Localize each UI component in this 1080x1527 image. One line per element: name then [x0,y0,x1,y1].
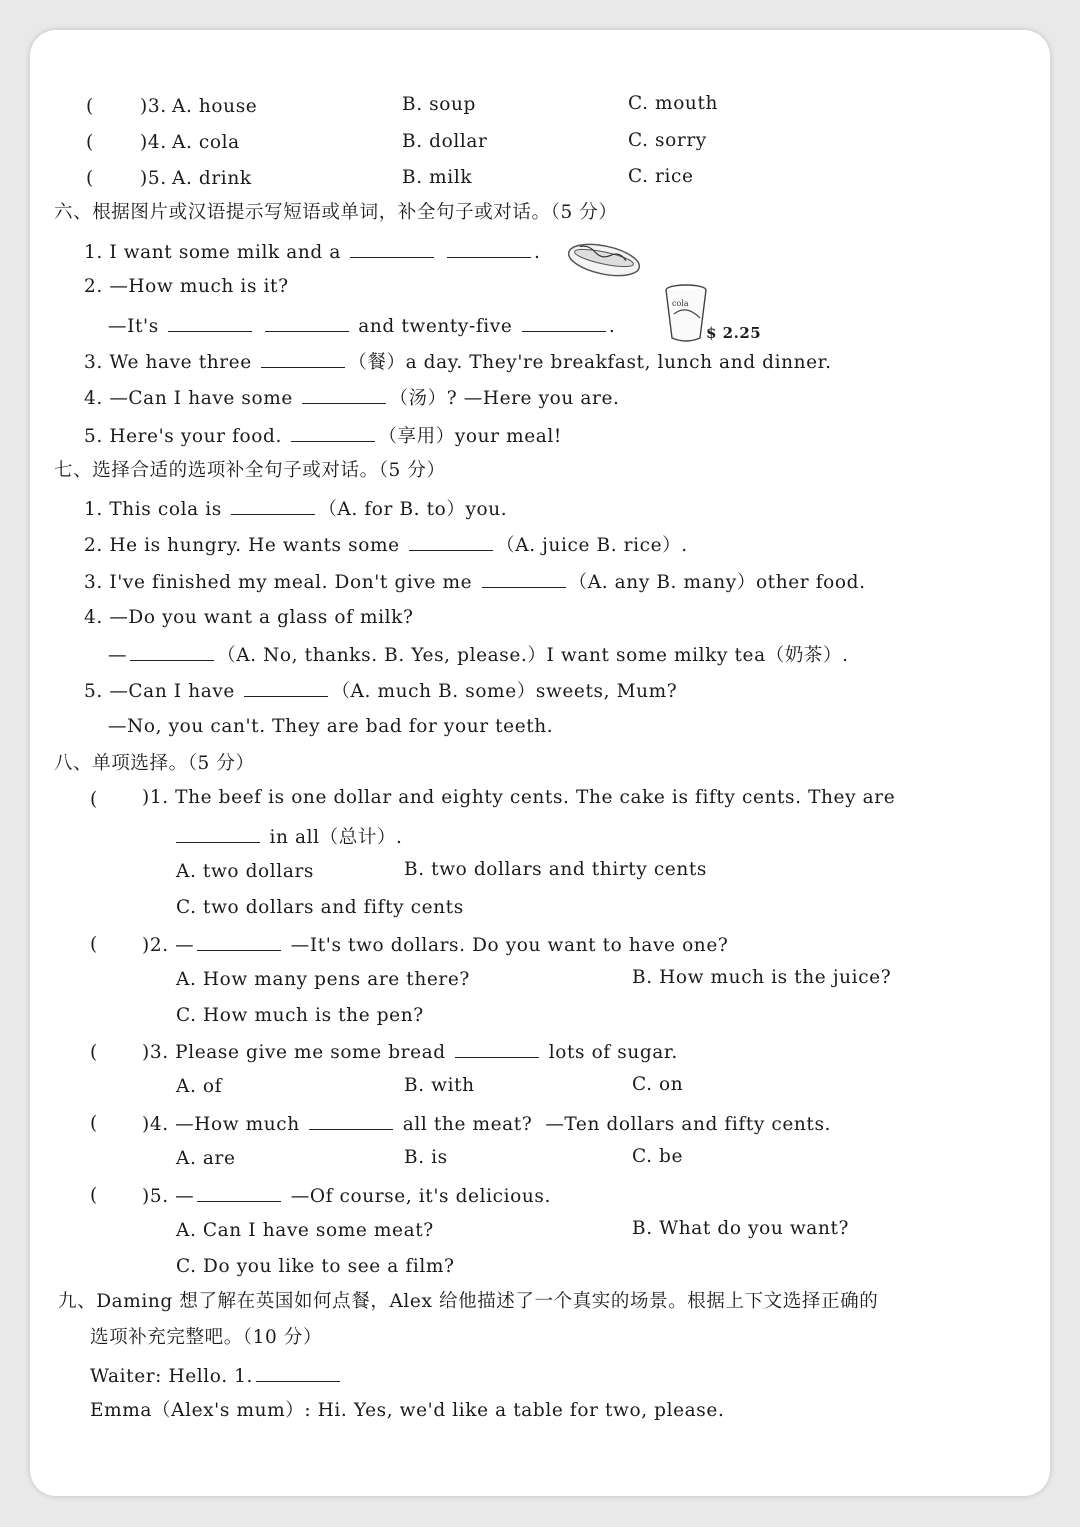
s8-q2-opt-b: B. How much is the juice? [632,967,892,988]
s7-q4a: 4. —Do you want a glass of milk? [84,607,414,628]
s8-q3: )3. Please give me some bread lots of sugar. [142,1042,678,1063]
section7-title: 七、选择合适的选项补全句子或对话。（5 分） [54,460,446,481]
s5-row4-opt-a: A. cola [172,132,240,153]
s5-row3-opt-b: B. soup [402,94,476,115]
s8-q2-paren: ( [90,934,98,955]
s8-q4-opt-a: A. are [176,1148,236,1169]
s8-q5-paren: ( [90,1185,98,1206]
section6-title: 六、根据图片或汉语提示写短语或单词，补全句子或对话。（5 分） [54,202,618,223]
s7-q2: 2. He is hungry. He wants some （A. juice B. rice）. [84,535,688,556]
s5-row4-opt-b: B. dollar [402,131,488,152]
s6-q4-blank[interactable] [302,386,386,404]
s5-row5-num: )5. [140,168,167,189]
cola-cup-icon [662,284,712,344]
s6-q2a: 2. —How much is it? [84,276,289,297]
s8-q5-opt-c: C. Do you like to see a film? [176,1256,455,1277]
s8-q3-opt-a: A. of [176,1076,223,1097]
s5-row5-opt-c: C. rice [628,166,694,187]
s5-row5-opt-b: B. milk [402,167,473,188]
s9-blank-1[interactable] [256,1364,340,1382]
s8-q3-paren: ( [90,1042,98,1063]
s6-q5: 5. Here's your food. （享用）your meal! [84,426,562,447]
cola-cup-label: cola [672,299,689,308]
worksheet-page [30,30,1050,1496]
s5-row3-opt-a: A. house [172,96,258,117]
s8-q5-opt-b: B. What do you want? [632,1218,850,1239]
s5-row4-num: )4. [140,132,167,153]
s6-q1-blank-2[interactable] [447,240,531,258]
s5-row3-num: )3. [140,96,167,117]
s8-q5-opt-a: A. Can I have some meat? [176,1220,434,1241]
cola-price: $ 2.25 [706,324,762,342]
s8-q1b: in all（总计）. [176,825,403,849]
s6-q3-blank[interactable] [261,350,345,368]
s5-row4-opt-c: C. sorry [628,130,707,151]
s6-q1: 1. I want some milk and a . [84,242,541,263]
s8-q2-opt-a: A. How many pens are there? [176,969,470,990]
s8-q1-opt-a: A. two dollars [176,861,314,882]
s6-q2b: —It's and twenty-five . [108,316,616,337]
s9-line2: Emma（Alex's mum）: Hi. Yes, we'd like a table for two, please. [90,1400,725,1421]
s5-row5-opt-a: A. drink [172,168,252,189]
s7-q2-blank[interactable] [409,533,493,551]
s8-q1a: )1. The beef is one dollar and eighty cents. The cake is fifty cents. They are [142,787,896,808]
s8-q4-paren: ( [90,1113,98,1134]
s8-q2-blank[interactable] [197,933,281,951]
section9-title-line1: 九、Daming 想了解在英国如何点餐，Alex 给他描述了一个真实的场景。根据上下文选择正确的 [58,1291,879,1312]
s8-q3-opt-c: C. on [632,1074,684,1095]
s6-q4: 4. —Can I have some （汤）? —Here you are. [84,388,620,409]
s7-q4b: — （A. No, thanks. B. Yes, please.）I want some milky tea（奶茶）. [108,645,849,666]
s8-q4: )4. —How much all the meat? —Ten dollars and fifty cents. [142,1114,832,1135]
s8-q1-blank[interactable] [176,825,260,843]
s8-q3-opt-b: B. with [404,1075,475,1096]
s7-q3: 3. I've finished my meal. Don't give me （A. any B. many）other food. [84,572,866,593]
s7-q3-blank[interactable] [482,570,566,588]
s8-q1-opt-c: C. two dollars and fifty cents [176,897,464,918]
s8-q4-opt-b: B. is [404,1147,448,1168]
s7-q1: 1. This cola is （A. for B. to）you. [84,499,508,520]
s6-q2-blank-1[interactable] [168,314,252,332]
hotdog-icon [566,236,646,282]
s7-q4-blank[interactable] [130,643,214,661]
section8-title: 八、单项选择。（5 分） [54,753,255,774]
s8-q5: )5. — —Of course, it's delicious. [142,1186,551,1207]
s5-row-3: ( [86,96,94,117]
s6-q1-blank-1[interactable] [350,240,434,258]
s6-q5-blank[interactable] [291,424,375,442]
s7-q5b: —No, you can't. They are bad for your teeth. [108,716,554,737]
s6-q2-blank-2[interactable] [265,314,349,332]
s5-row4-paren: ( [86,132,94,153]
s8-q1-paren: ( [90,789,98,810]
s8-q4-blank[interactable] [309,1112,393,1130]
section9-title-line2: 选项补充完整吧。（10 分） [90,1327,323,1348]
s7-q5-blank[interactable] [244,679,328,697]
s9-line1: Waiter: Hello. 1. [90,1364,343,1388]
s8-q2-opt-c: C. How much is the pen? [176,1005,424,1026]
s8-q2: )2. — —It's two dollars. Do you want to have one? [142,935,729,956]
s8-q5-blank[interactable] [197,1184,281,1202]
s5-row3-opt-c: C. mouth [628,93,719,114]
s8-q4-opt-c: C. be [632,1146,684,1167]
s7-q5: 5. —Can I have （A. much B. some）sweets, Mum? [84,681,678,702]
s8-q1-opt-b: B. two dollars and thirty cents [404,859,708,880]
s6-q2-blank-3[interactable] [522,314,606,332]
s6-q3: 3. We have three （餐）a day. They're breakfast, lunch and dinner. [84,352,832,373]
s7-q1-blank[interactable] [231,497,315,515]
s8-q3-blank[interactable] [455,1040,539,1058]
s5-row5-paren: ( [86,168,94,189]
